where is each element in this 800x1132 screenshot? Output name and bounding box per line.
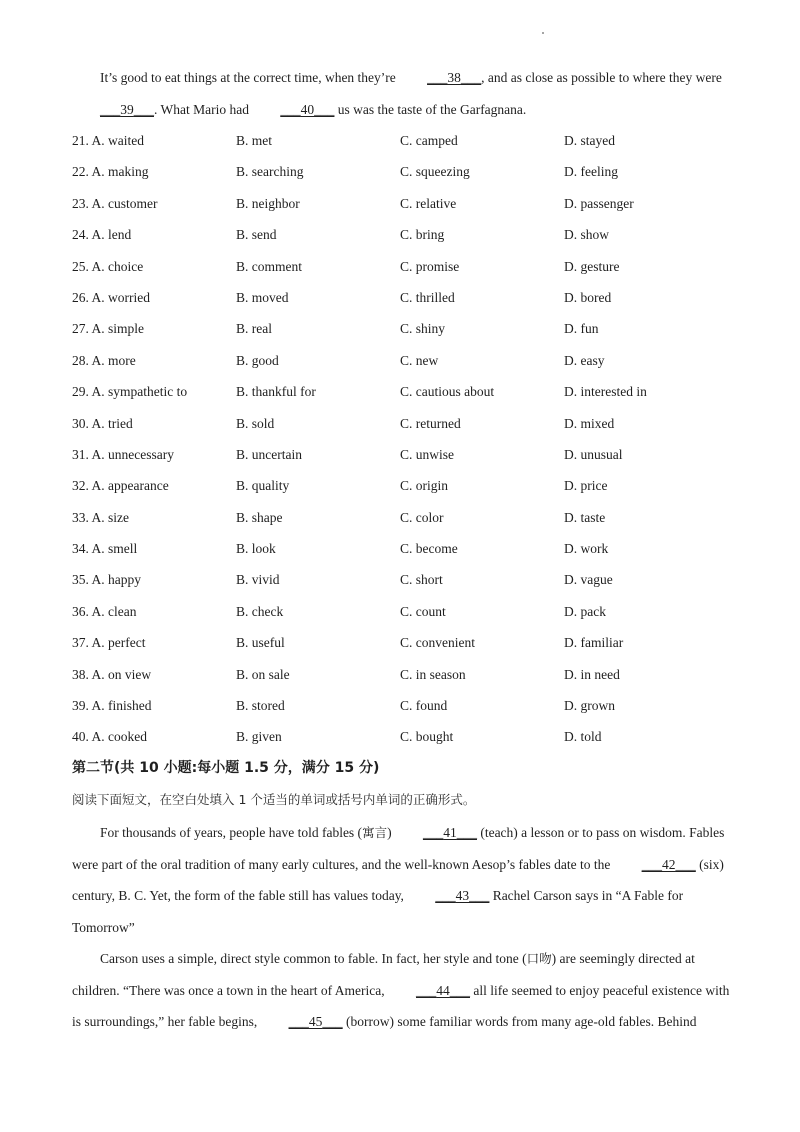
passage-cjk-gloss: 寓言 <box>362 825 388 840</box>
option-b: B. moved <box>236 289 289 305</box>
passage-text: It’s good to eat things at the correct time, when they’re <box>100 70 400 85</box>
option-d: D. in need <box>564 666 620 682</box>
option-c: C. new <box>400 352 439 368</box>
options-list <box>72 125 752 753</box>
option-d: D. taste <box>564 509 606 525</box>
option-a: 30. A. tried <box>72 415 133 431</box>
option-c: C. unwise <box>400 446 454 462</box>
blank-39: ___ 39 ___ <box>72 94 154 126</box>
option-b: B. thankful for <box>236 384 316 400</box>
option-a: 39. A. finished <box>72 698 152 714</box>
option-row-36 <box>72 596 752 627</box>
option-row-39 <box>72 690 752 721</box>
passage-text: Carson uses a simple, direct style common to fable. In fact, her style and tone ( <box>100 951 527 966</box>
option-row-33 <box>72 502 752 533</box>
option-a: 26. A. worried <box>72 289 150 305</box>
passage-text: , and as close as possible to where they were <box>481 70 722 85</box>
option-b: B. good <box>236 352 279 368</box>
section-2-title: 第二节(共 10 小题:每小题 1.5 分，满分 15 分) <box>72 760 380 776</box>
option-b: B. met <box>236 133 272 148</box>
passage-cjk-gloss: 口吻 <box>526 951 552 966</box>
scan-dot <box>542 32 544 34</box>
blank-42: ___ 42 ___ <box>614 849 696 881</box>
option-a: 38. A. on view <box>72 666 152 682</box>
option-b: B. quality <box>236 478 290 494</box>
option-a: 25. A. choice <box>72 258 144 274</box>
passage-2-paragraph-2 <box>72 943 732 1038</box>
option-d: D. unusual <box>564 446 623 462</box>
passage-text: (six) century, B. C. Yet, the form of the fable still has values today, <box>72 856 724 903</box>
option-a: 40. A. cooked <box>72 729 147 745</box>
option-c: C. thrilled <box>400 289 455 305</box>
option-a: 22. A. making <box>72 164 149 180</box>
option-c: C. in season <box>400 666 466 682</box>
option-d: D. gesture <box>564 258 620 274</box>
option-row-30 <box>72 408 752 439</box>
option-b: B. check <box>236 603 284 619</box>
option-c: C. returned <box>400 415 461 431</box>
passage-text: . What Mario had <box>154 101 253 117</box>
option-d: D. mixed <box>564 415 615 431</box>
option-d: D. stayed <box>564 133 615 148</box>
option-c: C. become <box>400 541 458 557</box>
option-row-25 <box>72 251 752 282</box>
option-c: C. bought <box>400 729 454 745</box>
option-d: D. show <box>564 227 610 243</box>
passage-text: (borrow) some familiar words from many age-old fables. Behind <box>342 1014 697 1029</box>
option-b: B. neighbor <box>236 195 300 211</box>
option-row-34 <box>72 533 752 564</box>
option-a: 36. A. clean <box>72 603 137 619</box>
option-b: B. uncertain <box>236 446 302 462</box>
option-d: D. fun <box>564 321 599 337</box>
option-row-27 <box>72 313 752 344</box>
blank-41: ___ 41 ___ <box>395 817 477 849</box>
option-b: B. given <box>236 729 282 745</box>
option-a: 37. A. perfect <box>72 635 146 651</box>
option-c: C. bring <box>400 227 445 243</box>
option-d: D. feeling <box>564 164 618 180</box>
option-b: B. on sale <box>236 666 290 682</box>
option-a: 29. A. sympathetic to <box>72 384 188 400</box>
option-b: B. stored <box>236 698 285 714</box>
option-row-32 <box>72 470 752 501</box>
option-a: 23. A. customer <box>72 195 158 211</box>
option-row-38 <box>72 659 752 690</box>
option-b: B. useful <box>236 635 285 651</box>
option-c: C. camped <box>400 133 458 148</box>
option-row-24 <box>72 219 752 250</box>
option-a: 33. A. size <box>72 509 129 525</box>
passage-text: (teach) a lesson or to pass on wisdom. Fables were part of the oral tradition of many early cultures, and the well-known Aesop’s fables date to the <box>72 825 725 872</box>
passage-text: us was the taste of the Garfagnana. <box>334 101 527 117</box>
option-row-28 <box>72 345 752 376</box>
passage-2-paragraph-1 <box>72 817 732 943</box>
option-row-35 <box>72 564 752 595</box>
option-row-22 <box>72 156 752 187</box>
option-a: 27. A. simple <box>72 321 145 337</box>
option-d: D. easy <box>564 352 605 368</box>
option-d: D. grown <box>564 698 615 714</box>
option-c: C. convenient <box>400 635 475 651</box>
option-d: D. price <box>564 478 608 494</box>
option-c: C. count <box>400 603 446 619</box>
option-c: C. cautious about <box>400 384 495 400</box>
option-d: D. passenger <box>564 195 634 211</box>
option-c: C. shiny <box>400 321 446 337</box>
option-row-23 <box>72 188 752 219</box>
option-d: D. familiar <box>564 635 624 651</box>
blank-40: ___ 40 ___ <box>252 94 334 126</box>
option-d: D. bored <box>564 289 612 305</box>
option-b: B. comment <box>236 258 302 274</box>
option-c: C. color <box>400 509 444 525</box>
option-row-40 <box>72 721 752 752</box>
option-row-21 <box>72 125 752 156</box>
blank-43: ___ 43 ___ <box>407 880 489 912</box>
option-c: C. squeezing <box>400 164 470 180</box>
blank-38: ___ 38 ___ <box>399 62 481 94</box>
option-c: C. promise <box>400 258 460 274</box>
section-2-instruction: 阅读下面短文，在空白处填入 1 个适当的单词或括号内单词的正确形式。 <box>72 792 476 807</box>
option-a: 24. A. lend <box>72 227 132 243</box>
option-b: B. look <box>236 541 276 557</box>
option-d: D. pack <box>564 603 606 619</box>
passage-text: For thousands of years, people have told fables ( <box>100 825 363 840</box>
option-c: C. short <box>400 572 443 588</box>
option-a: 31. A. unnecessary <box>72 446 174 462</box>
option-b: B. send <box>236 227 277 243</box>
option-a: 21. A. waited <box>72 133 144 148</box>
passage-text: ) are seemingly directed at children. “There was once a town in the heart of America, <box>72 951 695 998</box>
option-a: 28. A. more <box>72 352 136 368</box>
passage-1-paragraph <box>72 62 732 125</box>
option-d: D. interested in <box>564 384 647 400</box>
option-c: C. found <box>400 698 448 714</box>
option-a: 35. A. happy <box>72 572 141 588</box>
option-b: B. searching <box>236 164 304 180</box>
option-row-31 <box>72 439 752 470</box>
passage-text: Rachel Carson says in “A Fable for Tomorrow” <box>72 888 684 935</box>
option-a: 32. A. appearance <box>72 478 169 494</box>
option-b: B. sold <box>236 415 275 431</box>
passage-text: all life seemed to enjoy peaceful existence with is surroundings,” her fable begins, <box>72 982 730 1029</box>
option-d: D. vague <box>564 572 613 588</box>
option-row-26 <box>72 282 752 313</box>
option-b: B. vivid <box>236 572 280 588</box>
option-row-37 <box>72 627 752 658</box>
option-d: D. work <box>564 541 609 557</box>
passage-text: ) <box>387 825 395 840</box>
option-b: B. shape <box>236 509 283 525</box>
option-c: C. relative <box>400 195 457 211</box>
option-d: D. told <box>564 729 602 745</box>
option-b: B. real <box>236 321 272 337</box>
blank-44: ___ 44 ___ <box>388 975 470 1007</box>
blank-45: ___ 45 ___ <box>261 1006 343 1038</box>
option-a: 34. A. smell <box>72 541 138 557</box>
option-row-29 <box>72 376 752 407</box>
option-c: C. origin <box>400 478 449 494</box>
